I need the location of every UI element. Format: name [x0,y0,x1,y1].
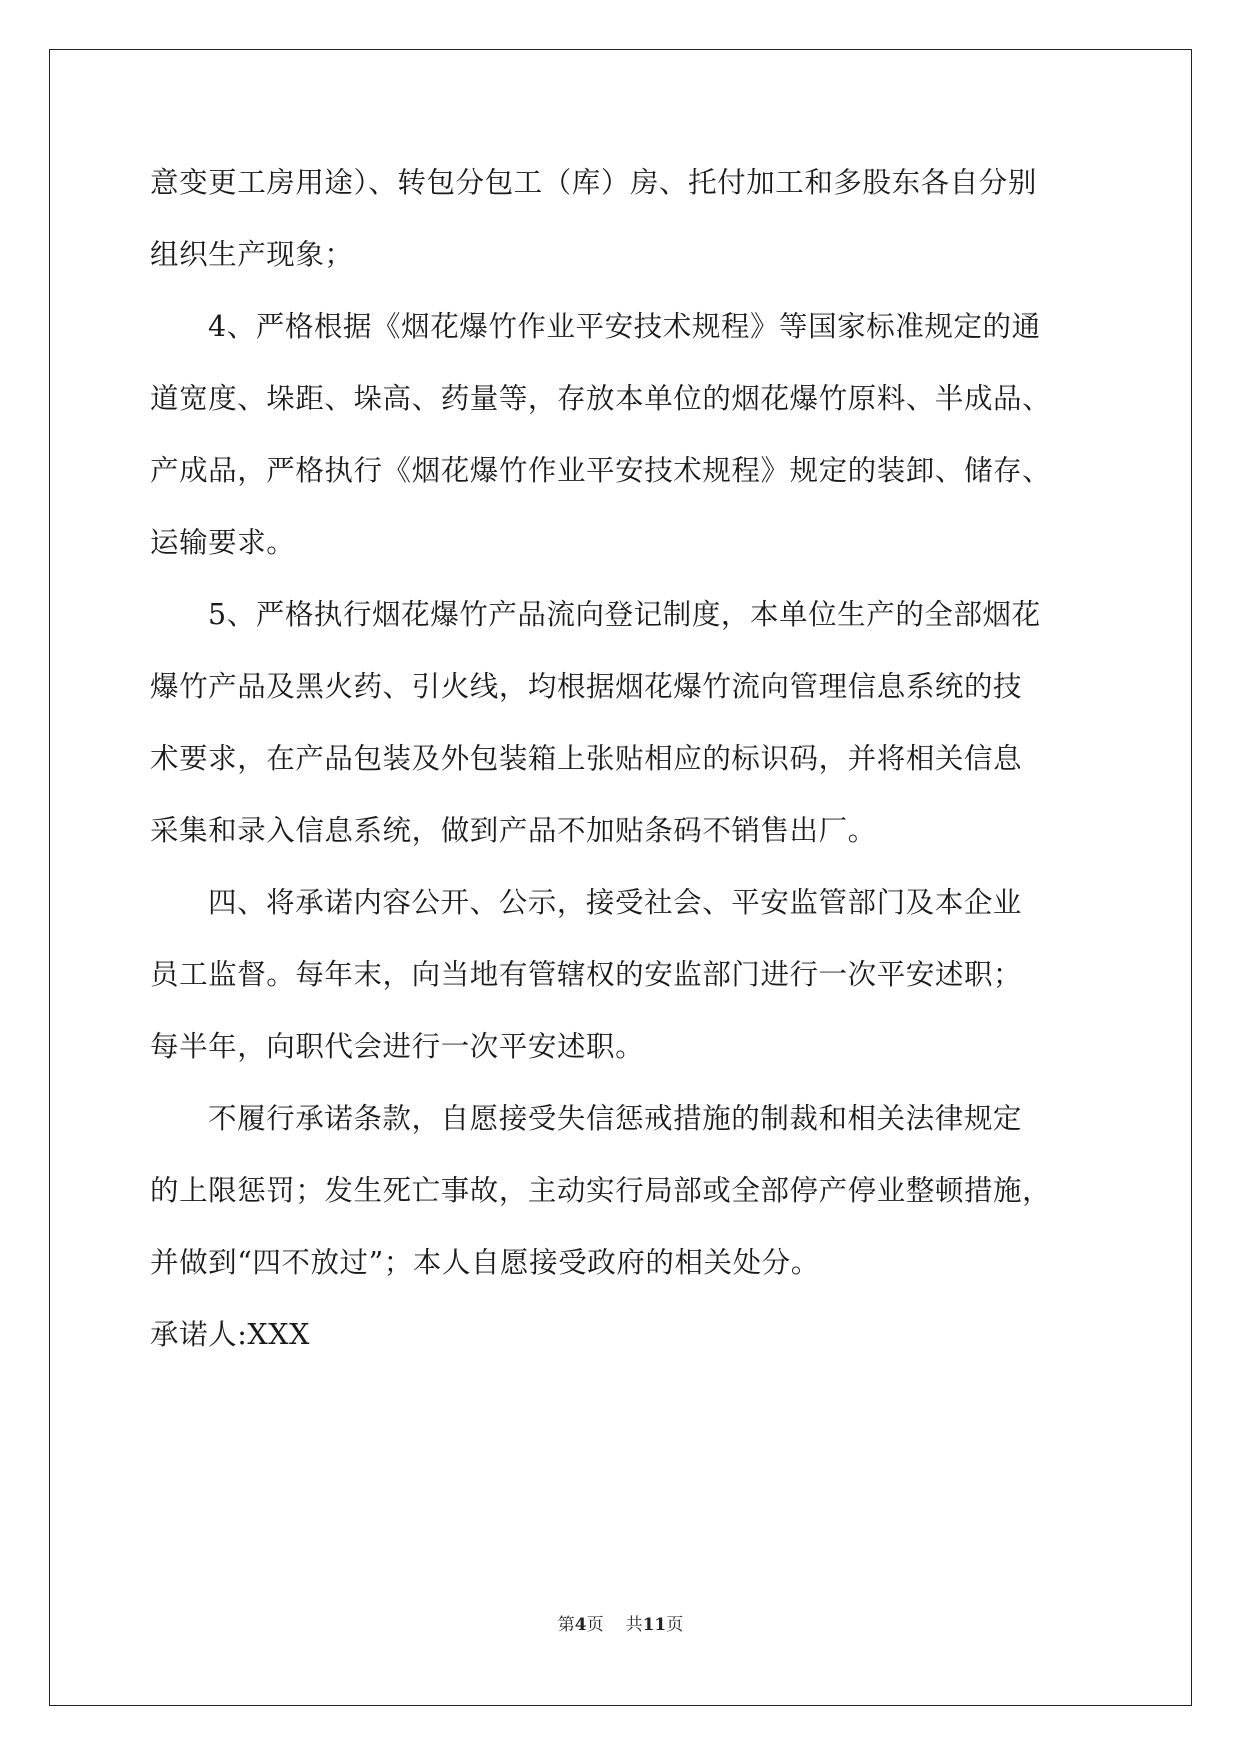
text-line: 产成品，严格执行《烟花爆竹作业平安技术规程》规定的装卸、储存、 [150,454,1052,487]
text-line: 术要求，在产品包装及外包装箱上张贴相应的标识码，并将相关信息 [150,742,1023,775]
text-line: 的上限惩罚；发生死亡事故，主动实行局部或全部停产停业整顿措施， [150,1174,1052,1207]
page-border [49,49,1192,1706]
text-line: 组织生产现象； [150,238,354,271]
footer-total-suffix: 页 [666,1615,684,1635]
paragraph-5-start: 5、严格执行烟花爆竹产品流向登记制度，本单位生产的全部烟花 [208,598,1041,631]
text-line: 并做到“四不放过”；本人自愿接受政府的相关处分。 [150,1246,820,1279]
text-line: 爆竹产品及黑火药、引火线，均根据烟花爆竹流向管理信息系统的技 [150,670,1023,703]
paragraph-four-start: 四、将承诺内容公开、公示，接受社会、平安监管部门及本企业 [208,886,1022,919]
current-page-number: 4 [574,1615,587,1635]
text-line: 运输要求。 [150,526,296,559]
footer-page-suffix: 页 [586,1615,604,1635]
paragraph-4-start: 4、严格根据《烟花爆竹作业平安技术规程》等国家标准规定的通 [208,310,1041,343]
total-page-number: 11 [642,1615,667,1635]
paragraph-penalty-start: 不履行承诺条款，自愿接受失信惩戒措施的制裁和相关法律规定 [208,1102,1022,1135]
text-line: 每半年，向职代会进行一次平安述职。 [150,1030,645,1063]
text-line: 采集和录入信息系统，做到产品不加贴条码不销售出厂。 [150,814,877,847]
text-line: 道宽度、垛距、垛高、药量等，存放本单位的烟花爆竹原料、半成品、 [150,382,1052,415]
footer-total-prefix: 共 [625,1615,643,1635]
footer-prefix: 第 [557,1615,575,1635]
signatory-line: 承诺人:XXX [150,1318,310,1351]
text-line: 员工监督。每年末，向当地有管辖权的安监部门进行一次平安述职； [150,958,1023,991]
page-footer [0,1613,1241,1637]
text-line: 意变更工房用途）、转包分包工（库）房、托付加工和多股东各自分别 [150,166,1037,199]
